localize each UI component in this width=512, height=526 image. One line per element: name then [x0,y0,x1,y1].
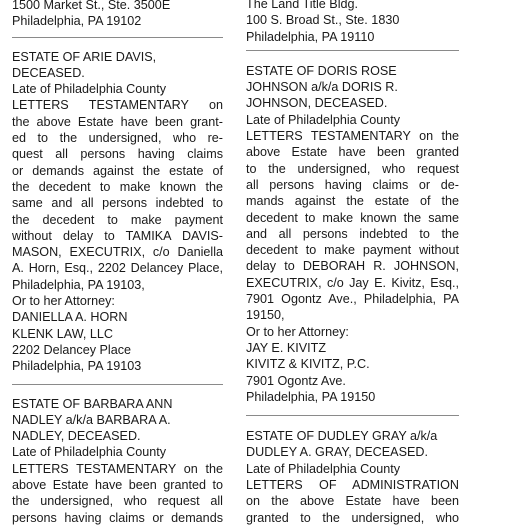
notice-line: granted to the undersigned, who [246,510,459,525]
notice-line: Philadelphia, PA 19110 [246,29,375,44]
notice-line: Philadelphia, PA 19150 [246,389,376,404]
notice-line: LETTERS OF ADMINISTRATION [246,478,459,493]
notice-line: Philadelphia, PA 19102 [12,14,142,29]
estate-notice-fragment-top-left [12,0,223,30]
notice-line: EXECUTRIX, c/o Jay E. Kivitz, Esq., [246,275,459,290]
notice-line: DECEASED. [12,65,85,80]
notice-line: LETTERS TESTAMENTARY on the [12,461,223,476]
notice-line: delay to DEBORAH R. JOHNSON, [246,259,459,274]
notice-line: mands against the estate of the [246,194,459,209]
notice-line: Or to her Attorney: [12,294,115,309]
notice-line: KLENK LAW, LLC [12,326,114,341]
notice-line: Late of Philadelphia County [12,445,167,460]
notice-line: KIVITZ & KIVITZ, P.C. [246,357,370,372]
notice-line: JAY E. KIVITZ [246,340,327,355]
notice-line: Philadelphia, PA 19103 [12,359,142,374]
notice-line: 19150, [246,308,285,323]
notice-line: LETTERS TESTAMENTARY on [12,98,223,113]
estate-notice-doris-rose-johnson [246,63,459,405]
notice-line: Late of Philadelphia County [246,112,401,127]
notice-line: 2202 Delancey Place [12,342,132,357]
notice-line: above Estate have been granted [246,145,459,160]
notice-line: ESTATE OF BARBARA ANN [12,396,173,411]
notice-divider [246,50,459,51]
estate-notice-barbara-ann-nadley [12,396,223,526]
notice-line: and all persons indebted to the [246,226,459,241]
notice-line: NADLEY a/k/a BARBARA A. [12,412,171,427]
notice-line: persons having claims or demands [12,510,223,525]
notice-line: on the above Estate have been [246,494,459,509]
notice-line: 7901 Ogontz Ave. [246,373,346,388]
notice-line: 100 S. Broad St., Ste. 1830 [246,13,400,28]
notice-line: Late of Philadelphia County [246,461,401,476]
notice-line: ed to the undersigned, who re- [12,131,223,146]
estate-notice-arie-davis [12,49,223,375]
notice-line: 1500 Market St., Ste. 3500E [12,0,171,12]
notice-line: to the undersigned, who request [246,161,459,176]
notice-line: ESTATE OF DORIS ROSE [246,63,397,78]
estate-notice-fragment-top-right [246,0,459,45]
notice-line: A. Horn, Esq., 2202 Delancey Place, [12,261,223,276]
notice-line: above Estate have been granted to [12,478,223,493]
estate-notice-dudley-gray [246,428,459,526]
notice-line: The Land Title Bldg. [246,0,359,11]
notice-line: DUDLEY A. GRAY, DECEASED. [246,445,428,460]
notice-line: the above Estate have been grant- [12,114,223,129]
notice-line: the decedent to make known the [12,179,223,194]
notice-line: LETTERS TESTAMENTARY on the [246,129,459,144]
notice-line: ESTATE OF ARIE DAVIS, [12,49,157,64]
notice-line: decedent to make payment without [246,243,459,258]
notice-line: 7901 Ogontz Ave., Philadelphia, PA [246,292,459,307]
notice-line: or demands against the estate of [12,163,223,178]
notice-line: all persons having claims or de- [246,177,459,192]
notice-line: ESTATE OF DUDLEY GRAY a/k/a [246,429,438,444]
notice-divider [12,37,223,38]
notice-line: JOHNSON, DECEASED. [246,96,388,111]
notice-line: the decedent to make payment [12,212,223,227]
notice-line: same and all persons indebted to [12,196,223,211]
notice-divider [12,384,223,385]
notice-line: the undersigned, who request all [12,494,223,509]
left-column [12,0,223,526]
notice-line: MASON, EXECUTRIX, c/o Daniella [12,245,223,260]
notice-line: Philadelphia, PA 19103, [12,277,145,292]
notice-line: DANIELLA A. HORN [12,310,128,325]
notice-divider [246,415,459,416]
notice-line: Late of Philadelphia County [12,82,167,97]
notice-line: JOHNSON a/k/a DORIS R. [246,80,398,95]
right-column [246,0,459,526]
notice-line: quest all persons having claims [12,147,223,162]
notice-line: without delay to TAMIKA DAVIS- [12,228,223,243]
notice-line: decedent to make known the same [246,210,459,225]
notice-line: NADLEY, DECEASED. [12,429,141,444]
notice-line: Or to her Attorney: [246,324,349,339]
